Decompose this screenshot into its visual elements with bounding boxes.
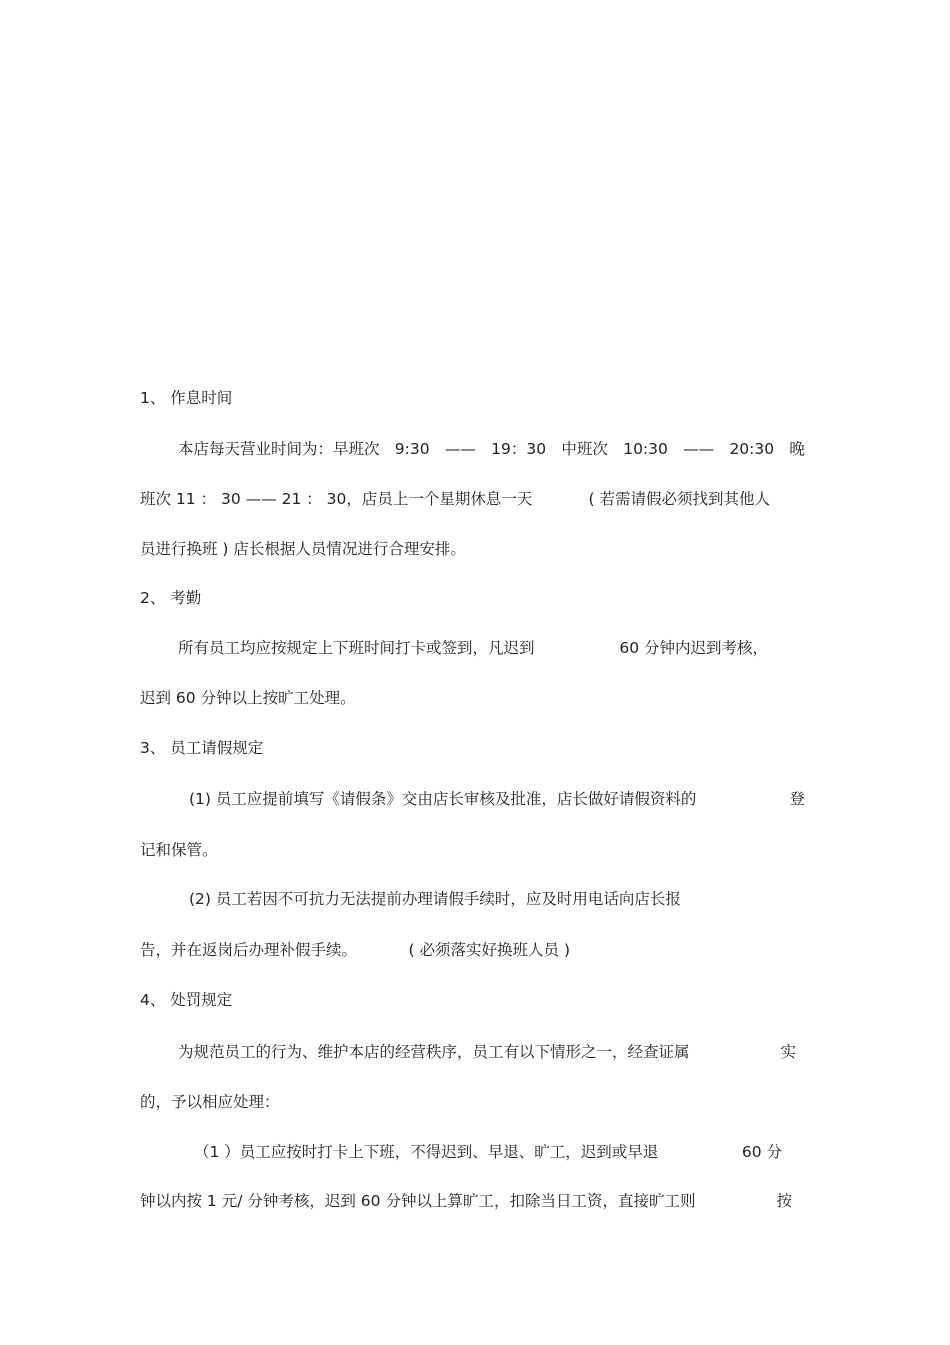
section-1-line-2 [140,489,770,509]
text-segment: 班次 11 ： 30 —— 21 ： 30，店员上一个星期休息一天 [140,490,533,508]
section-3-para-2-line-1: (2) 员工若因不可抗力无法提前办理请假手续时，应及时用电话向店长报 [189,890,681,908]
text-segment: 钟以内按 1 元/ 分钟考核，迟到 60 分钟以上算旷工，扣除当日工资，直接旷工则 [140,1192,696,1210]
text-segment: 中班次 [561,440,608,458]
text-segment: ( 若需请假必须找到其他人 [588,490,770,508]
section-3-para-1-line-1 [189,789,805,809]
section-4-para-2-line-2 [140,1191,792,1211]
text-segment: 登 [789,790,805,808]
text-segment: (1) 员工应提前填写《请假条》交由店长审核及批准，店长做好请假资料的 [189,790,697,808]
text-segment: 实 [780,1043,796,1061]
section-2-heading: 2、 考勤 [140,589,202,607]
section-1-line-3: 员进行换班 ) 店长根据人员情况进行合理安排。 [140,540,466,558]
text-segment: （1 ）员工应按时打卡上下班，不得迟到、早退、旷工，迟到或早退 [194,1143,659,1161]
text-segment: 告，并在返岗后办理补假手续。 [140,941,358,959]
section-3-para-1-line-2: 记和保管。 [140,841,218,859]
text-segment: 19：30 [491,440,547,458]
section-2-line-2: 迟到 60 分钟以上按旷工处理。 [140,689,356,707]
section-2-line-1 [178,638,768,658]
text-segment: 9:30 [394,440,430,458]
section-4-heading: 4、 处罚规定 [140,991,233,1009]
text-segment: 20:30 [729,440,775,458]
text-segment: 10:30 [623,440,668,458]
text-segment: 60 分 [741,1143,782,1161]
section-3-para-2-line-2 [140,940,570,960]
text-segment: 所有员工均应按规定上下班时间打卡或签到，凡迟到 [178,639,535,657]
section-4-para-1-line-1 [178,1042,796,1062]
section-3-heading: 3、 员工请假规定 [140,739,264,757]
text-segment: 60 分钟内迟到考核， [619,639,768,657]
section-4-para-1-line-2: 的，予以相应处理： [140,1093,280,1111]
text-segment: —— [683,440,715,458]
section-4-para-2-line-1 [194,1142,782,1162]
text-segment: 为规范员工的行为、维护本店的经营秩序，员工有以下情形之一，经查证属 [178,1043,690,1061]
text-segment: ( 必须落实好换班人员 ) [408,941,570,959]
text-segment: 晚 [789,440,805,458]
text-segment: 按 [776,1192,792,1210]
text-segment: —— [444,440,476,458]
section-1-heading: 1、 作息时间 [140,389,233,407]
text-segment: 本店每天营业时间为：早班次 [178,440,380,458]
section-1-line-1 [178,439,805,459]
